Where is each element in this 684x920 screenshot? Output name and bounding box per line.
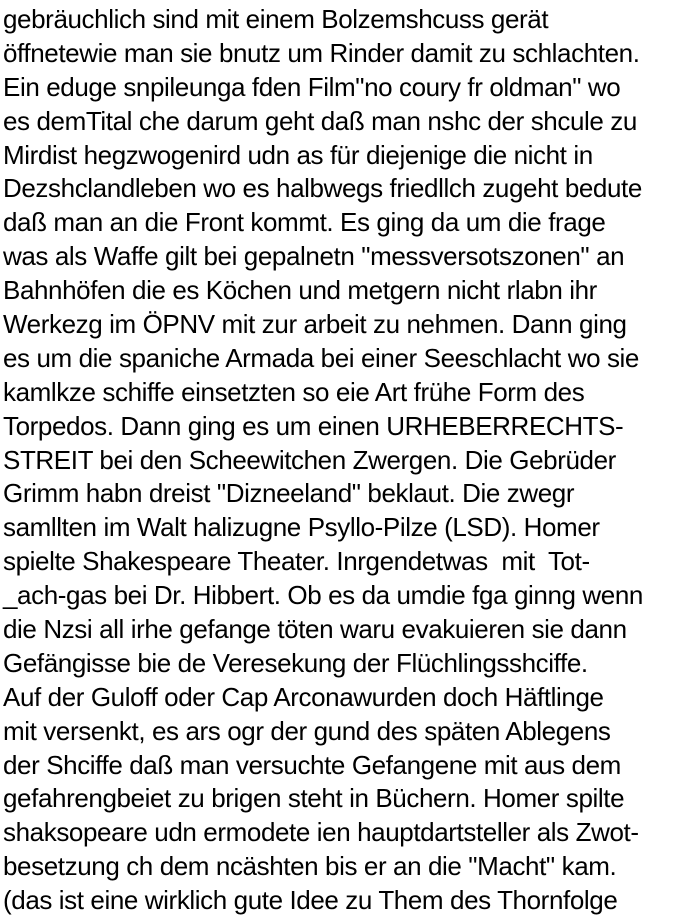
text-line: kamlkze schiffe einsetzten so eie Art frühe Form des <box>3 376 585 407</box>
text-line: Bahnhöfen die es Köchen und metgern nicht rlabn ihr <box>3 275 597 306</box>
text-line: Torpedos. Dann ging es um einen URHEBERRECHTS- <box>3 410 624 441</box>
text-block <box>3 3 684 918</box>
text-line: Gefängisse bie de Veresekung der Flüchlingsshciffe. <box>3 647 588 678</box>
text-line: Auf der Guloff oder Cap Arconawurden doch Häftlinge <box>3 681 604 712</box>
text-line: besetzung ch dem ncäshten bis er an die "Macht" kam. <box>3 851 617 882</box>
text-line: spielte Shakespeare Theater. Inrgendetwas mit Tot- <box>3 546 590 577</box>
text-line: Mirdist hegzwogenird udn as für diejenige die nicht in <box>3 139 593 170</box>
text-line: Grimm habn dreist "Dizneeland" beklaut. Die zwegr <box>3 478 575 509</box>
text-line: Werkezg im ÖPNV mit zur arbeit zu nehmen. Dann ging <box>3 309 627 340</box>
text-line: es um die spaniche Armada bei einer Seeschlacht wo sie <box>3 342 639 373</box>
text-line: _ach-gas bei Dr. Hibbert. Ob es da umdie fga ginng wenn <box>3 580 643 611</box>
text-line: öffnetewie man sie bnutz um Rinder damit zu schlachten. <box>3 37 640 68</box>
text-line: samllten im Walt halizugne Psyllo-Pilze (LSD). Homer <box>3 512 600 543</box>
text-line: Dezshclandleben wo es halbwegs friedllch zugeht bedute <box>3 173 642 204</box>
text-line: es demTital che darum geht daß man nshc der shcule zu <box>3 105 637 136</box>
text-line: gebräuchlich sind mit einem Bolzemshcuss gerät <box>3 4 549 34</box>
text-line: shaksopeare udn ermodete ien hauptdartsteller als Zwot- <box>3 817 639 848</box>
text-line: STREIT bei den Scheewitchen Zwergen. Die Gebrüder <box>3 444 616 475</box>
text-line: (das ist eine wirklich gute Idee zu Them des Thornfolge <box>3 885 618 916</box>
text-line: mit versenkt, es ars ogr der gund des späten Ablegens <box>3 715 611 746</box>
text-line: die Nzsi all irhe gefange töten waru evakuieren sie dann <box>3 614 627 645</box>
text-line: daß man an die Front kommt. Es ging da um die frage <box>3 207 606 238</box>
text-line: der Shciffe daß man versuchte Gefangene mit aus dem <box>3 749 621 780</box>
text-line: Ein eduge snpileunga fden Film"no coury fr oldman" wo <box>3 71 621 102</box>
text-line: was als Waffe gilt bei gepalnetn "messversotszonen" an <box>3 241 625 272</box>
text-line: gefahrengbeiet zu brigen steht in Büchern. Homer spilte <box>3 783 625 814</box>
